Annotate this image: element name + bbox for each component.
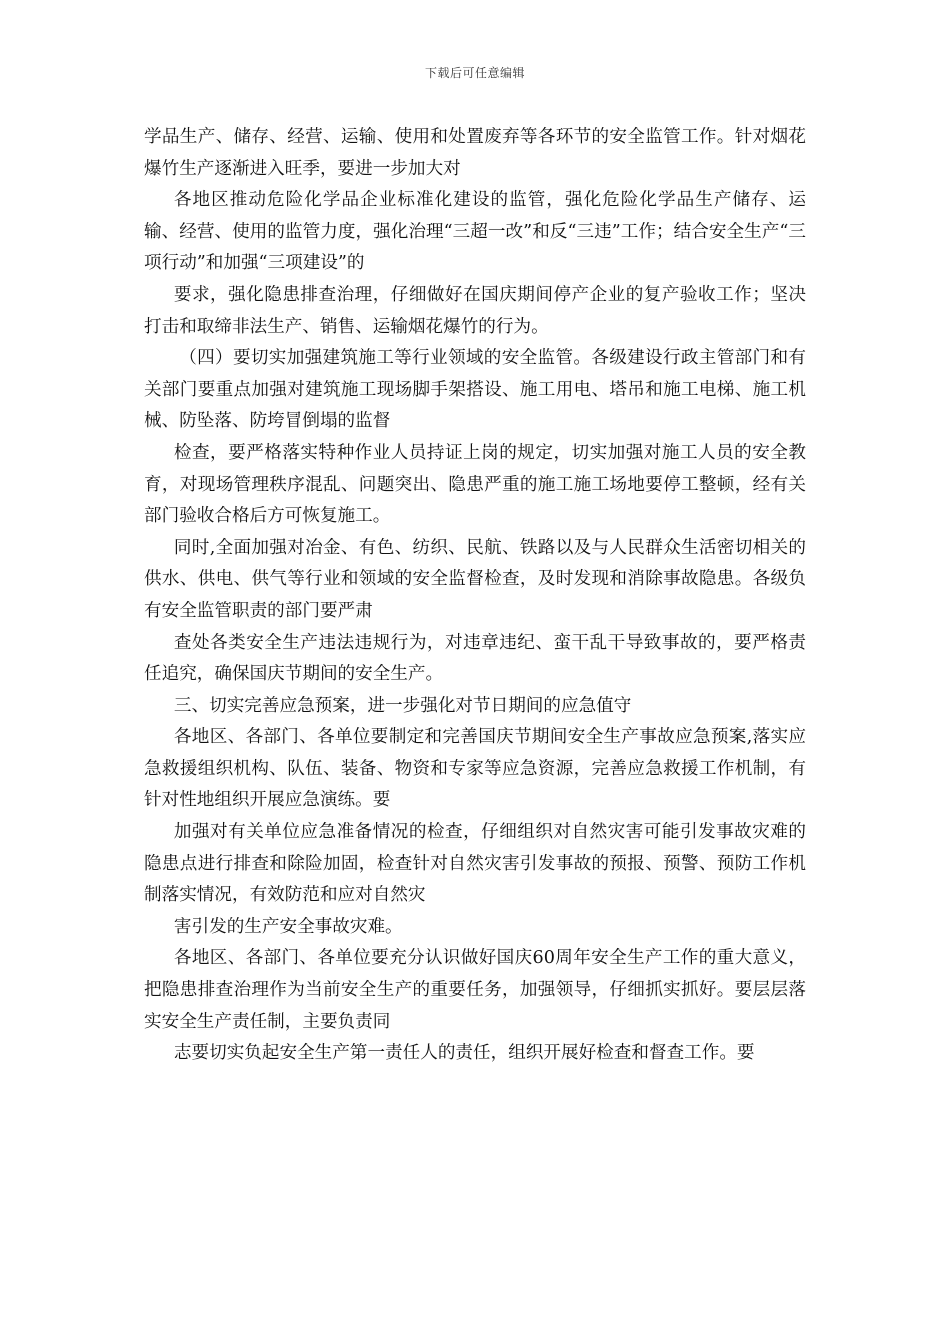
paragraph-3: 要求，强化隐患排查治理，仔细做好在国庆期间停产企业的复产验收工作；坚决打击和取缔非法生产、销售、运输烟花爆竹的行为。 [144,284,806,337]
paragraph-2: 各地区推动危险化学品企业标准化建设的监管，强化危险化学品生产储存、运输、经营、使用的监管力度，强化治理“三超一改”和反“三违”工作；结合安全生产“三项行动”和加强“三项建设”的 [144,190,806,274]
paragraph-4: （四）要切实加强建筑施工等行业领域的安全监管。各级建设行政主管部门和有关部门要重点加强对建筑施工现场脚手架搭设、施工用电、塔吊和施工电梯、施工机械、防坠落、防垮冒倒塌的监督 [144,348,806,432]
paragraph-13: 志要切实负起安全生产第一责任人的责任，组织开展好检查和督查工作。要 [173,1043,755,1064]
paragraph-11: 害引发的生产安全事故灾难。 [173,916,403,937]
section-heading: 三、切实完善应急预案，进一步强化对节日期间的应急值守 [173,695,632,716]
page-header: 下载后可任意编辑 [424,66,525,80]
paragraph-10: 加强对有关单位应急准备情况的检查，仔细组织对自然灾害可能引发事故灾难的隐患点进行排查和除险加固，检查针对自然灾害引发事故的预报、预警、预防工作机制落实情况，有效防范和应对自然灾 [144,822,806,906]
paragraph-1: 学品生产、储存、经营、运输、使用和处置废弃等各环节的安全监管工作。针对烟花爆竹生产逐渐进入旺季，要进一步加大对 [144,127,806,179]
paragraph-6: 同时,全面加强对冶金、有色、纺织、民航、铁路以及与人民群众生活密切相关的供水、供电、供气等行业和领域的安全监督检查，及时发现和消除事故隐患。各级负有安全监管职责的部门要严肃 [144,537,806,621]
paragraph-5: 检查，要严格落实特种作业人员持证上岗的规定，切实加强对施工人员的安全教育，对现场管理秩序混乱、问题突出、隐患严重的施工施工场地要停工整顿，经有关部门验收合格后方可恢复施工。 [144,442,806,527]
document-body [144,122,806,1070]
paragraph-12: 各地区、各部门、各单位要充分认识做好国庆60周年安全生产工作的重大意义，把隐患排查治理作为当前安全生产的重要任务，加强领导，仔细抓实抓好。要层层落实安全生产责任制，主要负责同 [144,948,806,1032]
paragraph-7: 查处各类安全生产违法违规行为，对违章违纪、蛮干乱干导致事故的，要严格责任追究，确保国庆节期间的安全生产。 [144,632,806,685]
paragraph-9: 各地区、各部门、各单位要制定和完善国庆节期间安全生产事故应急预案,落实应急救援组织机构、队伍、装备、物资和专家等应急资源，完善应急救援工作机制，有针对性地组织开展应急演练。要 [144,727,806,811]
